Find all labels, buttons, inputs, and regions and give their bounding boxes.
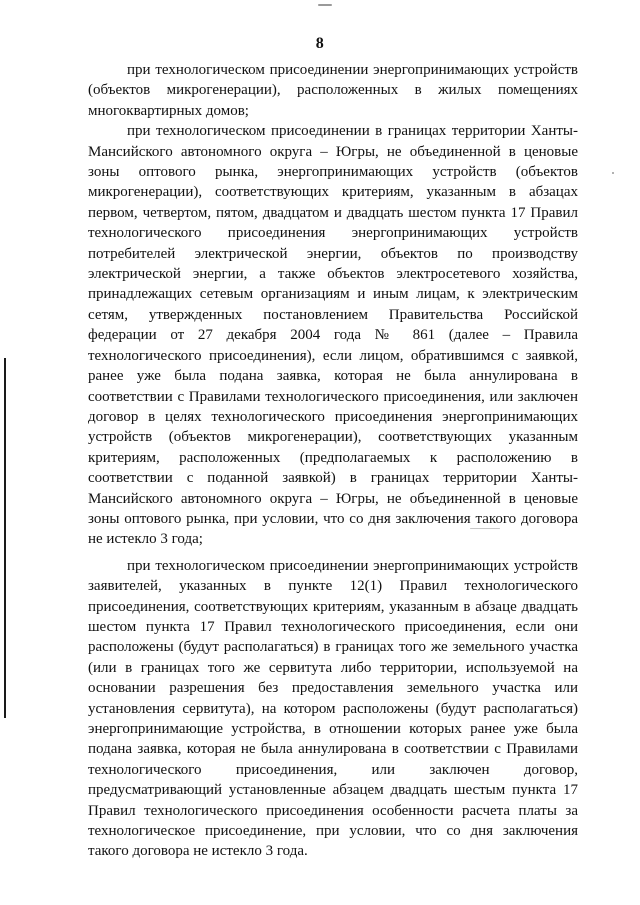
paragraph-3: при технологическом присоединении энергопринимающих устройств заявителей, указанных в пункте 12(1) Правил технологического присоединения, соответствующих критериям, указанным в абзаце двадцать шестом пункта 17 Правил технологического присоединения, если они расположены (будут располагаться) в границах того же земельного участка (или в границах того же сервитута либо территории, используемой на основании разрешения без предоставления земельного участка или установления сервитута), на котором расположены (будут располагаться) энергопринимающие устройства, в отношении которых ранее уже была подана заявка, которая не была аннулирована в соответствии с Правилами технологического присоединения, или заключен договор, предусматривающий установленные абзацем двадцать шестым пункта 17 Правил технологического присоединения особенности расчета платы за технологическое присоединение, при условии, что со дня заключения такого договора не истекло 3 года. [88, 557, 578, 860]
scan-artifact [318, 4, 332, 6]
page-number: 8 [315, 35, 325, 52]
paragraph-1: при технологическом присоединении энергопринимающих устройств (объектов микрогенерации), расположенных в жилых помещениях многоквартирных домов; [88, 62, 578, 119]
scan-artifact [470, 528, 500, 529]
document-body [88, 60, 578, 862]
scan-artifact [612, 172, 614, 174]
scan-margin-line [4, 358, 6, 718]
paragraph-2: при технологическом присоединении в границах территории Ханты-Мансийского автономного округа – Югры, не объединенной в ценовые зоны оптового рынка, энергопринимающих устройств (объектов микрогенерации), соответствующих критериям, указанным в абзацах первом, четвертом, пятом, двадцатом и двадцать шестом пункта 17 Правил технологического присоединения энергопринимающих устройств потребителей электрической энергии, объектов по производству электрической энергии, а также объектов электросетевого хозяйства, принадлежащих сетевым организациям и иным лицам, к электрическим сетям, утвержденных постановлением Правительства Российской федерации от 27 декабря 2004 года № 861 (далее – Правила технологического присоединения), если лицом, обратившимся с заявкой, ранее уже была подана заявка, которая не была аннулирована в соответствии с Правилами технологического присоединения, или заключен договор в целях технологического присоединения энергопринимающих устройств (объектов микрогенерации), соответствующих указанным критериям, расположенных (предполагаемых к расположению в соответствии с поданной заявкой) в границах территории Ханты-Мансийского автономного округа – Югры, не объединенной в ценовые зоны оптового рынка, при условии, что со дня заключения такого договора не истекло 3 года; [88, 123, 578, 548]
